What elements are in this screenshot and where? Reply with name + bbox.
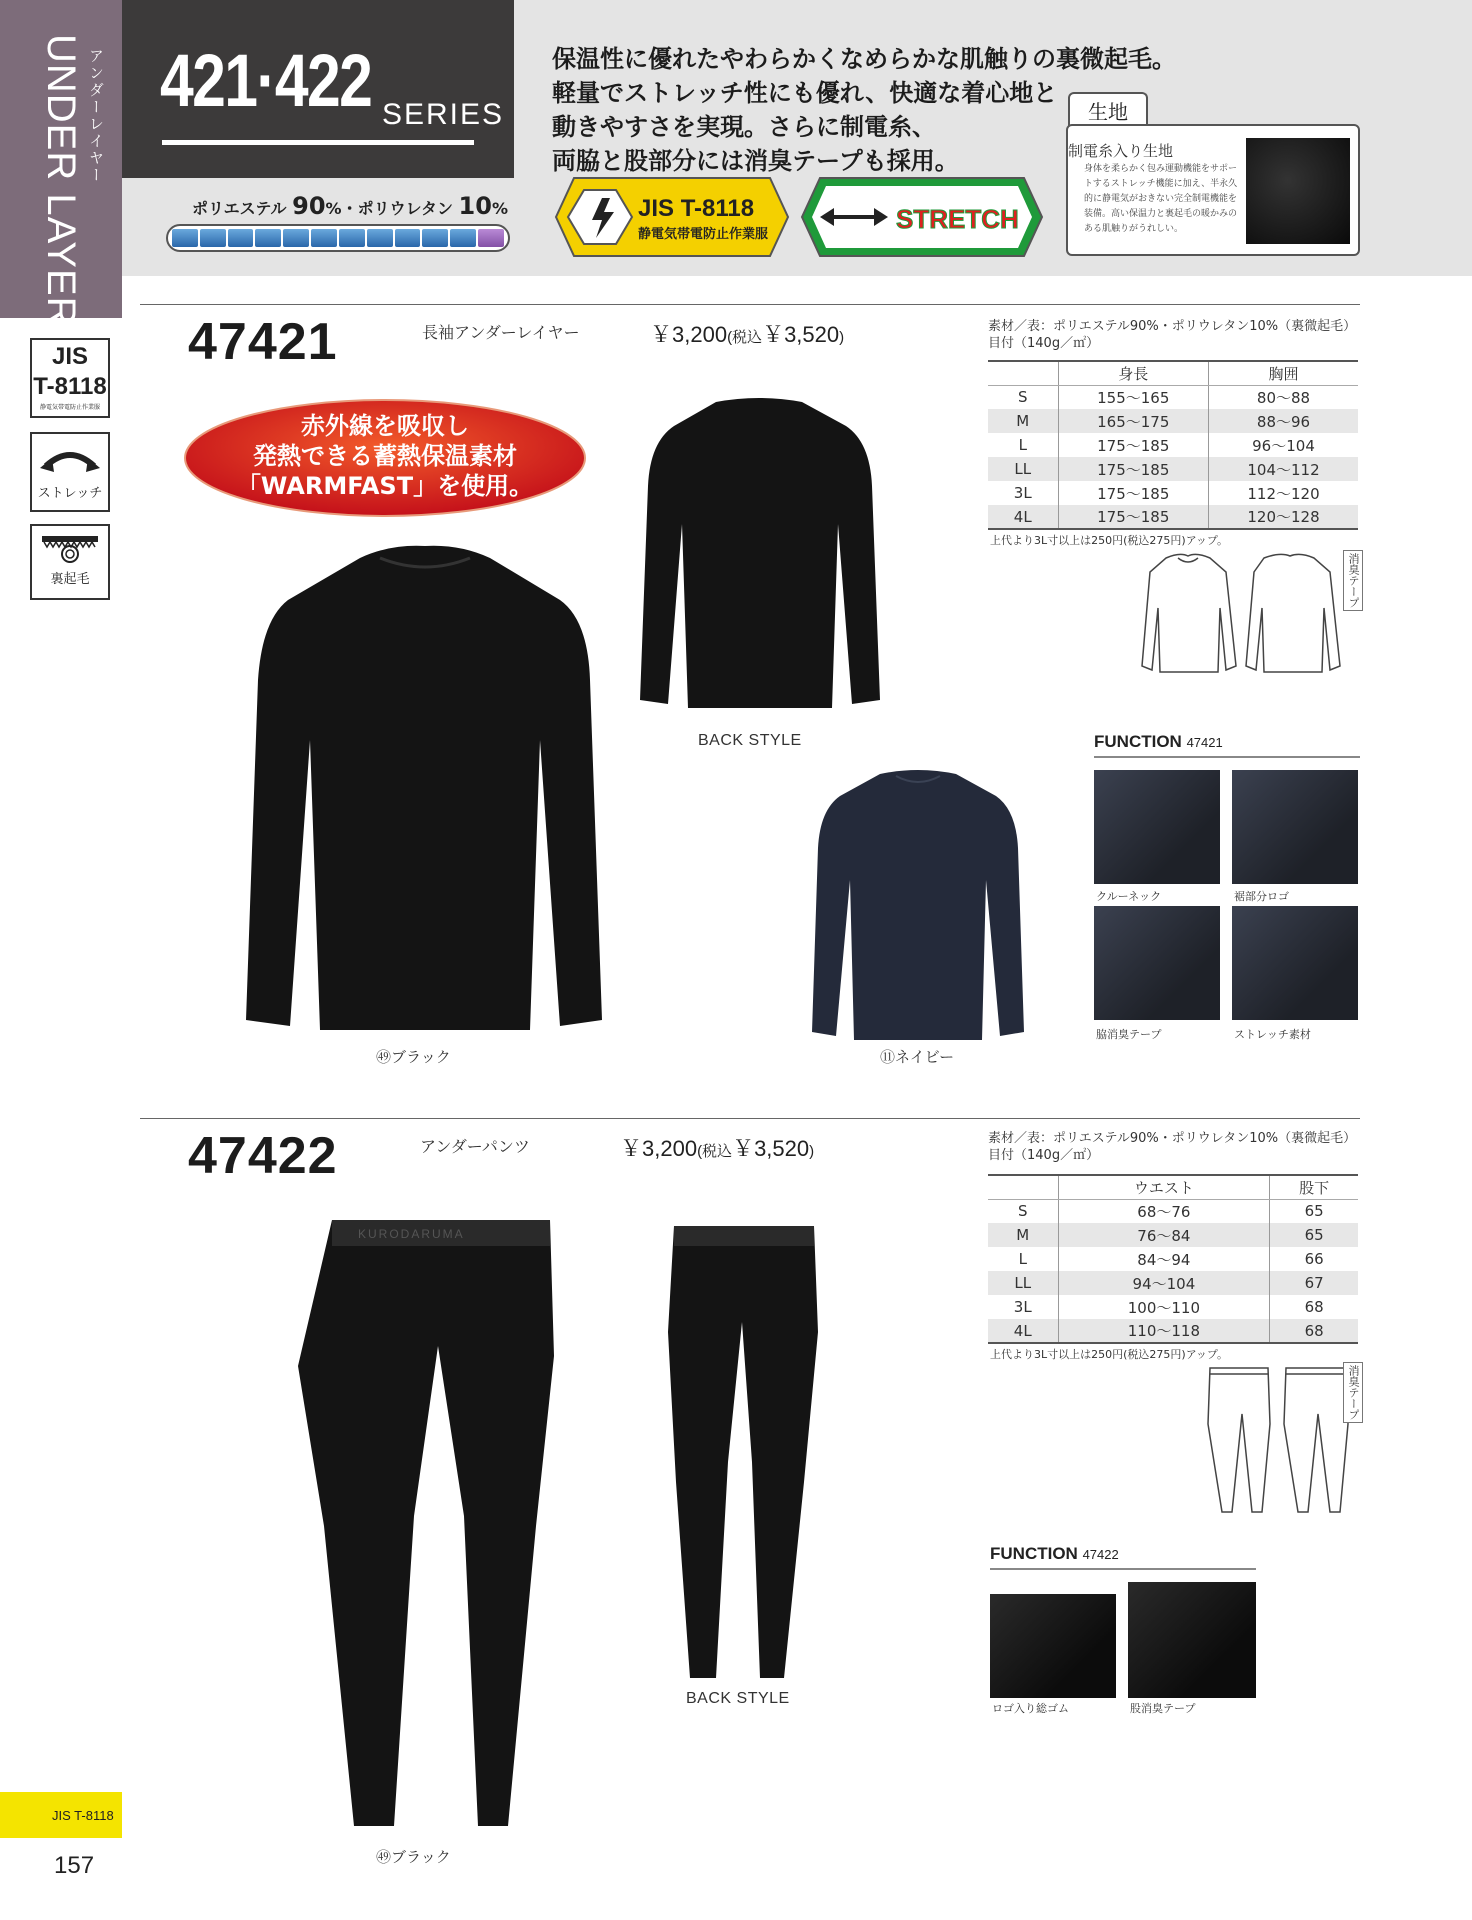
function2-caption: ロゴ入り総ゴム <box>992 1702 1069 1715</box>
table-row <box>988 1247 1358 1271</box>
product2-line-drawing <box>1206 1364 1352 1516</box>
function1-title-text: FUNCTION <box>1094 732 1182 751</box>
product1-color-navy: ⑪ネイビー <box>880 1048 955 1066</box>
table-cell: 76〜84 <box>1058 1223 1270 1247</box>
product2-spec <box>988 1130 1356 1164</box>
product1-line-drawing <box>1140 548 1350 680</box>
stretch-badge-label: STRETCH <box>896 204 1019 234</box>
composition-bar <box>166 224 510 252</box>
product1-size-table <box>988 360 1358 530</box>
series-number: 421·422 <box>160 39 372 122</box>
function1-caption: 裾部分ロゴ <box>1234 890 1289 903</box>
composition-label <box>192 192 508 220</box>
table-cell: 80〜88 <box>1256 388 1311 407</box>
table-cell: 65 <box>1304 1202 1324 1221</box>
catch-line: 動きやすさを実現。さらに制電糸、 <box>552 113 936 141</box>
product1-id: 47421 <box>188 313 338 371</box>
table-row <box>988 505 1358 529</box>
product1-photo-black <box>240 540 610 1040</box>
table-row <box>988 1319 1358 1343</box>
product1-price <box>650 318 844 349</box>
warmfast-promo <box>180 396 590 520</box>
page-number: 157 <box>54 1852 95 1879</box>
product1-back-caption: BACK STYLE <box>698 732 802 749</box>
table-cell: 175〜185 <box>1058 457 1209 481</box>
category-label-jp: アンダーレイヤー <box>87 48 105 184</box>
title-underline <box>162 140 474 145</box>
product1-table-header-row <box>988 361 1358 385</box>
series-word: SERIES <box>382 98 505 131</box>
promo-line: 発熱できる蓄熱保温素材 <box>253 442 517 470</box>
product1-name: 長袖アンダーレイヤー <box>422 323 580 342</box>
product2-spec-line1: 素材／表：ポリエステル90%・ポリウレタン10%（裏微起毛） <box>988 1131 1357 1146</box>
stretch-arrows-icon <box>40 444 100 478</box>
function2-caption: 股消臭テープ <box>1130 1702 1196 1715</box>
table-row <box>988 385 1358 409</box>
table-cell: 66 <box>1304 1250 1324 1268</box>
composition-pct1: 90 <box>292 192 326 220</box>
product2-tax-label: (税込 <box>697 1143 733 1160</box>
table-cell: 84〜94 <box>1058 1247 1270 1271</box>
table-cell: 68〜76 <box>1058 1199 1270 1223</box>
section-rule <box>140 1118 1360 1119</box>
product2-photo-black <box>288 1216 564 1830</box>
table-cell: 4L <box>988 505 1058 529</box>
fleece-icon <box>30 524 110 600</box>
category-label-en: UNDER LAYER <box>39 34 83 327</box>
function1-rule <box>1094 756 1360 758</box>
product2-tax-close: ) <box>809 1143 815 1160</box>
catch-line: 軽量でストレッチ性にも優れ、快適な着心地と <box>552 79 1058 107</box>
composition-unit1: %・ <box>325 199 358 218</box>
function2-image-crotch-tape <box>1128 1582 1256 1698</box>
table-row <box>988 1223 1358 1247</box>
table-cell: 112〜120 <box>1247 484 1320 503</box>
table-cell: 155〜165 <box>1058 385 1209 409</box>
product1-photo-back <box>636 394 882 714</box>
function1-image-crewneck <box>1094 770 1220 884</box>
fabric-swatch-image <box>1246 138 1350 244</box>
composition-segment <box>422 229 448 247</box>
product2-table-header-cell <box>988 1175 1058 1199</box>
table-cell: S <box>1017 388 1028 407</box>
product2-color-black: ㊾ブラック <box>376 1848 451 1866</box>
product1-color-black: ㊾ブラック <box>376 1048 451 1066</box>
function1-image-stretch <box>1232 906 1358 1020</box>
table-cell: 175〜185 <box>1058 505 1209 529</box>
product2-photo-back <box>664 1222 826 1684</box>
function2-title-text: FUNCTION <box>990 1544 1078 1563</box>
table-row <box>988 481 1358 505</box>
product1-spec <box>988 318 1356 352</box>
catch-line: 保温性に優れたやわらかくなめらかな肌触りの裏微起毛。 <box>552 45 1176 73</box>
stretch-icon-label: ストレッチ <box>37 486 103 501</box>
product1-spec-line2: 目付（140g／㎡） <box>988 336 1100 351</box>
waistband-text: KURODARUMA <box>358 1227 465 1241</box>
function1-image-logo <box>1232 770 1358 884</box>
product1-tape-label: 消臭テープ <box>1343 550 1363 611</box>
product1-price-value: ￥3,200 <box>650 322 728 347</box>
table-cell: 88〜96 <box>1209 409 1359 433</box>
table-cell: 3L <box>1013 484 1032 502</box>
product1-table-header-cell <box>988 361 1058 385</box>
composition-segment <box>395 229 421 247</box>
table-cell: S <box>1017 1202 1028 1221</box>
product2-price-value: ￥3,200 <box>620 1136 698 1161</box>
composition-segment <box>311 229 337 247</box>
table-row <box>988 1295 1358 1319</box>
fleece-icon-label: 裏起毛 <box>50 572 90 587</box>
function1-image-tape <box>1094 906 1220 1020</box>
table-cell: L <box>1018 436 1027 454</box>
composition-segment <box>339 229 365 247</box>
composition-segment <box>228 229 254 247</box>
composition-material1: ポリエステル <box>192 199 287 218</box>
table-cell: 175〜185 <box>1058 433 1209 457</box>
function2-rule <box>990 1568 1256 1570</box>
composition-segment <box>172 229 198 247</box>
jis-badge-title: JIS T-8118 <box>638 195 755 222</box>
jis-icon-small: 静電気帯電防止作業服 <box>39 404 100 411</box>
table-row <box>988 409 1358 433</box>
product2-table-header-cell: 股下 <box>1270 1175 1358 1199</box>
product1-tax-price: ￥3,520 <box>762 322 840 347</box>
product2-tape-label: 消臭テープ <box>1343 1362 1363 1423</box>
product2-name: アンダーパンツ <box>420 1137 530 1156</box>
function2-code: 47422 <box>1082 1547 1119 1562</box>
product2-tax-price: ￥3,520 <box>732 1136 810 1161</box>
function1-caption: ストレッチ素材 <box>1234 1028 1311 1041</box>
product2-spec-line2: 目付（140g／㎡） <box>988 1148 1100 1163</box>
table-cell: 68 <box>1304 1298 1324 1316</box>
table-row <box>988 433 1358 457</box>
jis-badge <box>554 176 790 258</box>
product1-tax-label: (税込 <box>727 329 763 346</box>
table-cell: 67 <box>1270 1271 1358 1295</box>
composition-segment <box>283 229 309 247</box>
composition-segment <box>478 229 504 247</box>
stretch-icon <box>30 432 110 512</box>
function1-title <box>1094 732 1223 752</box>
composition-segment <box>200 229 226 247</box>
promo-line: 「WARMFAST」を使用。 <box>236 472 534 500</box>
table-cell: 65 <box>1270 1223 1358 1247</box>
table-row <box>988 1271 1358 1295</box>
product1-note: 上代より3L寸以上は250円(税込275円)アップ。 <box>990 534 1229 547</box>
table-cell: 104〜112 <box>1209 457 1359 481</box>
product1-spec-line1: 素材／表：ポリエステル90%・ポリウレタン10%（裏微起毛） <box>988 319 1357 334</box>
product2-note: 上代より3L寸以上は250円(税込275円)アップ。 <box>990 1348 1229 1361</box>
fleece-pattern-icon <box>40 534 100 564</box>
composition-material2: ポリウレタン <box>357 199 453 218</box>
footer-jis-text: JIS T-8118 <box>52 1808 114 1823</box>
table-cell: M <box>988 409 1058 433</box>
table-cell: 120〜128 <box>1209 505 1359 529</box>
product2-id: 47422 <box>188 1127 338 1185</box>
table-cell: 68 <box>1270 1319 1358 1343</box>
fabric-heading: 制電糸入り生地 <box>1068 142 1174 160</box>
table-cell: 4L <box>988 1319 1058 1343</box>
table-cell: 110〜118 <box>1058 1319 1270 1343</box>
product1-photo-navy <box>810 766 1026 1046</box>
composition-segment <box>367 229 393 247</box>
table-cell: LL <box>988 457 1058 481</box>
promo-line: 赤外線を吸収し <box>301 412 469 440</box>
jis-icon-line1: JIS <box>51 343 89 370</box>
fabric-description: 身体を柔らかく包み運動機能をサポートするストレッチ機能に加え、半永久的に静電気がおきない完全制電機能を装備。高い保温力と裏起毛の暖かみのある肌触りがうれしい。 <box>1084 164 1238 234</box>
table-cell: 94〜104 <box>1058 1271 1270 1295</box>
product1-table-header-cell: 身長 <box>1058 361 1209 385</box>
catch-line: 両脇と股部分には消臭テープも採用。 <box>552 147 959 175</box>
table-cell: 96〜104 <box>1252 436 1315 455</box>
product2-back-caption: BACK STYLE <box>686 1690 790 1707</box>
composition-pct2: 10 <box>458 192 492 220</box>
function2-image-waistband <box>990 1594 1116 1698</box>
jis-icon-line2: T-8118 <box>33 373 107 400</box>
table-cell: M <box>988 1223 1058 1247</box>
fabric-tab: 生地 <box>1068 92 1148 130</box>
jis-icon <box>30 338 110 418</box>
table-cell: 3L <box>1013 1298 1032 1316</box>
product1-table-header-cell: 胸囲 <box>1209 361 1359 385</box>
composition-unit2: % <box>491 199 508 218</box>
product2-table-header-cell: ウエスト <box>1058 1175 1270 1199</box>
product2-price <box>620 1132 814 1163</box>
table-cell: 175〜185 <box>1058 481 1209 505</box>
section-rule <box>140 304 1360 305</box>
composition-segment <box>450 229 476 247</box>
table-cell: 100〜110 <box>1058 1295 1270 1319</box>
table-cell: L <box>1018 1250 1027 1268</box>
stretch-badge <box>800 176 1044 258</box>
function1-caption: クルーネック <box>1096 890 1162 903</box>
product2-size-table <box>988 1174 1358 1344</box>
function1-code: 47421 <box>1186 735 1223 750</box>
table-row <box>988 1199 1358 1223</box>
table-cell: 165〜175 <box>1058 409 1209 433</box>
function1-caption: 脇消臭テープ <box>1096 1028 1162 1041</box>
product2-table-header-row <box>988 1175 1358 1199</box>
composition-segment <box>255 229 281 247</box>
table-cell: LL <box>988 1271 1058 1295</box>
jis-badge-subtitle: 静電気帯電防止作業服 <box>638 227 769 242</box>
function2-title <box>990 1544 1119 1564</box>
product1-tax-close: ) <box>839 329 845 346</box>
table-row <box>988 457 1358 481</box>
